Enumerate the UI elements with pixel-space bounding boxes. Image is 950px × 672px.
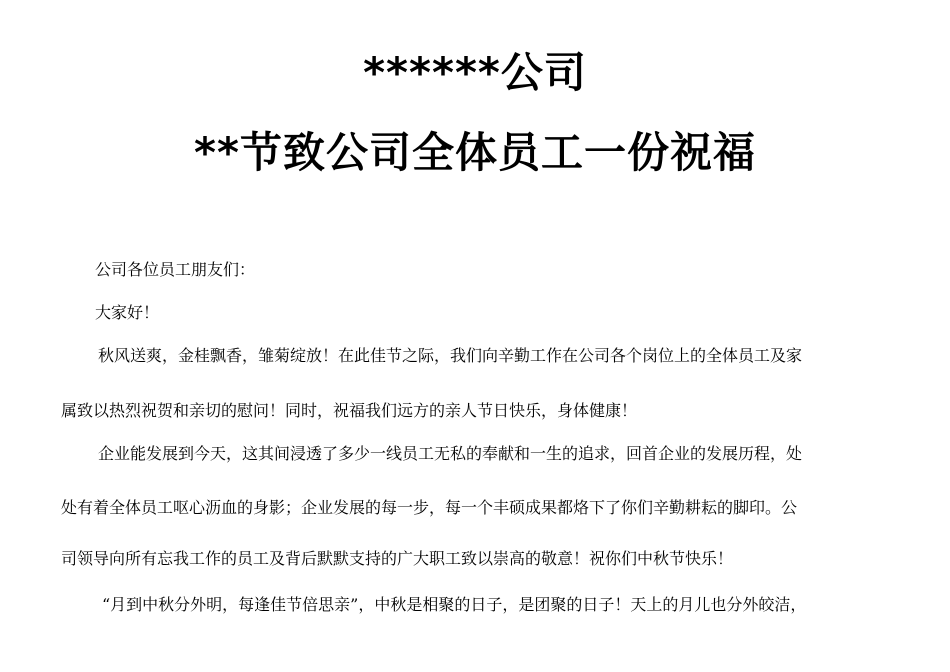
body-line: 属致以热烈祝贺和亲切的慰问！同时，祝福我们远方的亲人节日快乐，身体健康！	[61, 401, 638, 420]
company-title: ******公司	[363, 48, 587, 97]
body-line: 处有着全体员工呕心沥血的身影；企业发展的每一步，每一个丰硕成果都烙下了你们辛勤耕耘的脚印。公	[61, 498, 798, 517]
body-line: 秋风送爽，金桂飘香，雏菊绽放！在此佳节之际，我们向辛勤工作在公司各个岗位上的全体员工及家	[98, 346, 803, 365]
greeting-title: **节致公司全体员工一份祝福	[194, 128, 756, 177]
body-line: 企业能发展到今天，这其间浸透了多少一线员工无私的奉献和一生的追求，回首企业的发展历程，处	[98, 444, 803, 463]
body-line: “月到中秋分外明，每逢佳节倍思亲”，中秋是相聚的日子，是团聚的日子！天上的月儿也分外皎洁，	[102, 595, 807, 614]
salutation-line: 公司各位员工朋友们：	[95, 260, 256, 279]
greeting-line: 大家好！	[95, 303, 160, 322]
body-line: 司领导向所有忘我工作的员工及背后默默支持的广大职工致以崇高的敬意！祝你们中秋节快乐！	[61, 549, 734, 568]
